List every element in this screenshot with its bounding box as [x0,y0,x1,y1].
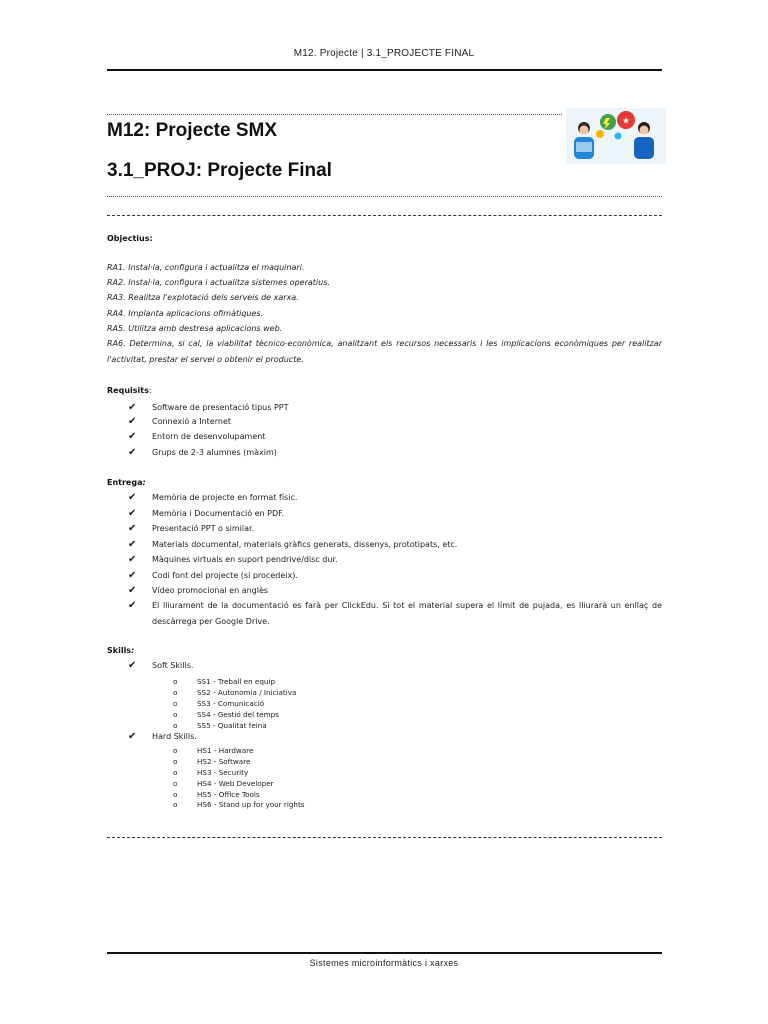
header-rule [107,69,662,71]
entrega-item: ✔ Memòria de projecte en format físic. [128,492,298,503]
checkmark-icon: ✔ [128,523,137,534]
checkmark-icon: ✔ [128,492,137,503]
ra-item: RA3. Realitza l'explotació dels serveis de xarxa. [107,293,299,302]
entrega-item: ✔ Materials documental, materials gràfics generats, dissenys, prototipats, etc. [128,539,458,550]
entrega-item: ✔ Memòria i Documentació en PDF. [128,508,285,519]
requisit-item: ✔ Entorn de desenvolupament [128,431,266,442]
page-header: M12. Projecte | 3.1_PROJECTE FINAL [293,48,475,59]
ra-item: RA4. Implanta aplicacions ofimàtiques. [107,309,264,318]
entrega-item: ✔ Presentació PPT o similar. [128,523,255,534]
ra-item: RA5. Utilitza amb destresa aplicacions web. [107,324,283,333]
checkmark-icon: ✔ [128,416,137,427]
entrega-item: ✔ Vídeo promocional en anglès [128,585,269,596]
svg-text:★: ★ [621,116,631,127]
skills-label: Skills: [107,646,135,655]
bullet-icon: o [173,746,178,755]
bullet-icon: o [173,779,178,788]
objectius-label: Objectius: [107,234,153,243]
checkmark-icon: ✔ [128,731,137,742]
bullet-icon: o [173,790,178,799]
hard-skill-item: o HS4 - Web Developer [173,779,274,788]
soft-skill-item: o SS3 - Comunicació [173,699,265,708]
ra-item: RA2. Instal·la, configura i actualitza sistemes operatius. [107,278,330,287]
checkmark-icon: ✔ [128,539,137,550]
footer-rule [107,952,662,954]
section-dashed-rule-top [107,215,662,216]
soft-skill-item: o SS5 - Qualitat feina [173,721,267,730]
checkmark-icon: ✔ [128,660,137,671]
checkmark-icon: ✔ [128,570,137,581]
soft-skill-item: o SS1 - Treball en equip [173,677,276,686]
bullet-icon: o [173,800,178,809]
requisit-item: ✔ Software de presentació tipus PPT [128,402,289,413]
hard-skill-item: o HS2 - Software [173,757,251,766]
requisit-item: ✔ Grups de 2-3 alumnes (màxim) [128,447,277,458]
section-dashed-rule-bottom [107,837,662,838]
soft-skill-item: o SS2 - Autonomia / Iniciativa [173,688,297,697]
bullet-icon: o [173,699,178,708]
hard-skill-item: o HS6 - Stand up for your rights [173,800,305,809]
entrega-item: ✔ Codi font del projecte (si procedeix). [128,570,298,581]
checkmark-icon: ✔ [128,431,137,442]
hard-skills-item: ✔ Hard Skills. [128,731,197,742]
checkmark-icon: ✔ [128,402,137,413]
project-title: 3.1_PROJ: Projecte Final [107,160,332,181]
entrega-label: Entrega: [107,478,146,487]
soft-skills-item: ✔ Soft Skills. [128,660,194,671]
requisits-label: Requisits: [107,386,152,395]
checkmark-icon: ✔ [128,447,137,458]
hard-skill-item: o HS5 - Office Tools [173,790,260,799]
requisit-item: ✔ Connexió a Internet [128,416,232,427]
bullet-icon: o [173,768,178,777]
checkmark-icon: ✔ [128,600,137,611]
entrega-item: ✔ El lliurament de la documentació es farà per ClickEdu. Si tot el material supera el límit de pujada, es lliurarà un enllaç de descàrrega per Google Drive. [128,600,662,629]
bullet-icon: o [173,757,178,766]
bullet-icon: o [173,710,178,719]
bullet-icon: o [173,677,178,686]
hard-skill-item: o HS1 - Hardware [173,746,254,755]
chat-discussion-illustration-icon [562,104,670,168]
entrega-item: ✔ Màquines virtuals en suport pendrive/disc dur. [128,554,338,565]
title-top-rule [107,114,562,115]
hard-skill-item: o HS3 - Security [173,768,249,777]
course-title: M12: Projecte SMX [107,120,277,141]
ra-item: RA6. Determina, si cal, la viabilitat tècnico-econòmica, analitzant els recursos necessaris i les implicacions econòmiques per realitzar l'activitat, prestar el servei o obtenir el producte. [107,339,662,364]
checkmark-icon: ✔ [128,554,137,565]
bullet-icon: o [173,688,178,697]
bullet-icon: o [173,721,178,730]
ra-item: RA1. Instal·la, configura i actualitza el maquinari. [107,263,305,272]
soft-skill-item: o SS4 - Gestió del temps [173,710,279,719]
page-footer: Sistemes microinformàtics i xarxes [309,958,459,968]
checkmark-icon: ✔ [128,508,137,519]
checkmark-icon: ✔ [128,585,137,596]
title-bottom-rule [107,196,662,197]
